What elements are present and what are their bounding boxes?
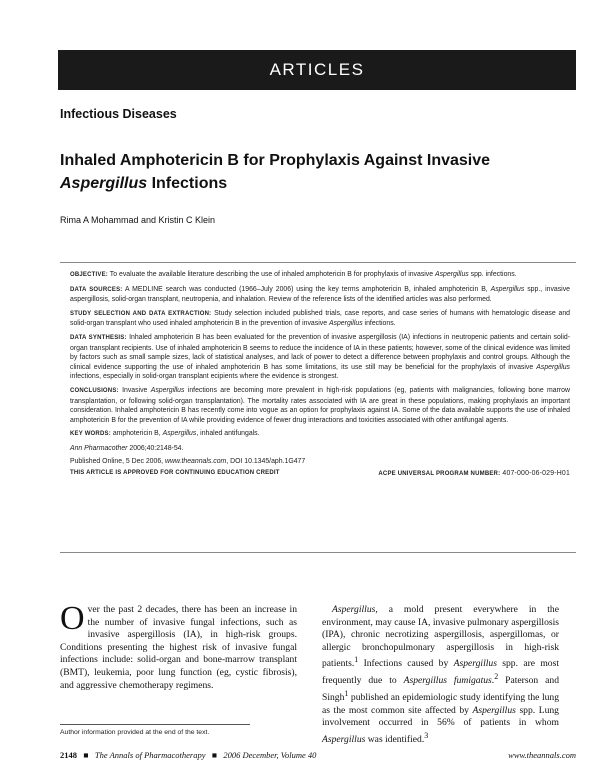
ce-credit-row — [70, 469, 570, 480]
synthesis-end: infections, especially in solid-organ transplant ecipients where the evidence is strongest. — [70, 373, 339, 381]
right-text-1: , a mold present everywhere in the environment, may cause IA, invasive pulmonary aspergillosis (IPA), chronic necrotizing aspergillosis, aspergillomas, or allergic bronchopulmonary aspergillosis in high-risk patients. — [322, 604, 559, 670]
sources-label: DATA SOURCES: — [70, 286, 123, 293]
abstract-conclusions — [70, 386, 570, 425]
right-text-8: was identified. — [365, 734, 425, 746]
right-italic-3: Aspergillus fumigatus — [403, 675, 492, 687]
title-genus: Aspergillus — [60, 175, 148, 192]
title-line-2-rest: Infections — [147, 175, 228, 192]
citation-text: 2006;40:2148-54. — [127, 444, 184, 452]
title-line-1: Inhaled Amphotericin B for Prophylaxis Against Invasive — [60, 152, 491, 169]
abstract-data-synthesis — [70, 333, 570, 382]
ce-approval: THIS ARTICLE IS APPROVED FOR CONTINUING EDUCATION CREDIT — [70, 470, 280, 477]
ref-1b: 1 — [344, 688, 349, 698]
title-line-2 — [60, 172, 560, 195]
synthesis-italic: Aspergillus — [536, 363, 570, 371]
conclusions-text: infections are becoming more prevalent in high-risk populations (eg, patients with malignancies, following bone marrow transplantation, or following solid-organ transplantation). The mortality rates associated with IA are great in these populations, making prophylaxis an important consideration. Inhaled amphotericin B has recently come into vogue as an option for prophylaxis against IA. Some of the data available supports the use of inhaled amphotericin B for the prevention of IA while providing evidence of fewer drug interactions and toxicities associated with other antifungal agents. — [70, 386, 570, 424]
body-column-left — [60, 600, 297, 692]
right-text-3: spp. are most frequently due to — [322, 658, 560, 687]
objective-italic: Aspergillus — [435, 271, 469, 278]
sources-italic: Aspergillus — [490, 285, 525, 293]
intro-paragraph: ver the past 2 decades, there has been an increase in the number of invasive fungal infections, such as invasive aspergillosis (IA), in high-risk groups. Conditions presenting the highest risk of invasive fungal infections include: solid-organ and bone-marrow transplant (BMT), leukemia, poor lung function (eg, cystic fibrosis), and aggressive chemotherapy regimens. — [60, 604, 297, 691]
published-pre: Published Online, 5 Dec 2006, — [70, 457, 165, 465]
synthesis-label: DATA SYNTHESIS: — [70, 334, 127, 341]
synthesis-text: Inhaled amphotericin B has been evaluated for the prevention of invasive aspergillosis (IA) infections in neutropenic patients and certain solid-organ transplant recipients. Use of inhaled amphotericin B seems to reduce the incidence of IA in these patients; however, some of the clinical evidence was limited by factors such as small sample sizes, lack of statistical analyses, and lack of power to detect a difference between prophylaxis and control groups. Although the clinical evidence supporting the use of inhaled amphotericin B has some limitations, its use still may be beneficial for the prophylaxis of invasive — [70, 333, 571, 371]
abstract-data-sources — [70, 285, 570, 305]
right-text-4: . — [491, 675, 495, 687]
objective-text: To evaluate the available literature describing the use of inhaled amphotericin B for prophylaxis of invasive — [108, 271, 436, 278]
published-online — [70, 457, 570, 467]
objective-end: spp. infections. — [468, 271, 517, 278]
abstract-top-rule — [60, 262, 576, 263]
citation-journal: Ann Pharmacother — [70, 444, 128, 452]
selection-end: infections. — [362, 320, 396, 328]
right-text-2: Infections caused by — [358, 658, 454, 670]
footer-left — [60, 750, 316, 760]
footnote: Author information provided at the end of the text. — [60, 729, 210, 736]
footnote-rule — [60, 724, 250, 725]
keywords-italic: Aspergillus — [162, 430, 197, 438]
section-heading: Infectious Diseases — [60, 107, 177, 121]
abstract-objective — [70, 270, 570, 281]
authors: Rima A Mohammad and Kristin C Klein — [60, 215, 216, 225]
conclusions-pre: Invasive — [118, 386, 151, 394]
journal-name: The Annals of Pharmacotherapy — [94, 750, 206, 760]
ref-3: 3 — [424, 730, 429, 740]
drop-cap: O — [60, 600, 85, 637]
right-text-7: spp. Lung involvement occurred in 56% of patients in whom — [322, 704, 559, 729]
published-url-link[interactable]: www.theannals.com — [165, 457, 227, 465]
abstract-bottom-rule — [60, 552, 576, 553]
right-italic-5: Aspergillus — [322, 734, 366, 746]
right-italic-1: Aspergillus — [332, 604, 376, 615]
body-column-right — [322, 604, 559, 747]
sources-text: A MEDLINE search was conducted (1966–July 2006) using the key terms amphotericin B, inhaled amphotericin B, — [122, 285, 491, 293]
selection-label: STUDY SELECTION AND DATA EXTRACTION: — [70, 310, 212, 317]
issue-info: 2006 December, Volume 40 — [223, 750, 317, 760]
conclusions-italic: Aspergillus — [150, 386, 185, 394]
objective-label: OBJECTIVE: — [70, 272, 109, 278]
footer-separator-1: ■ — [79, 750, 93, 760]
right-italic-2: Aspergillus — [453, 658, 497, 670]
sources-end: spp., invasive aspergillosis, solid-organ transplant, neutropenia, and inhalation. Review of the reference lists of the identified articles was also performed. — [70, 285, 570, 304]
keywords-pre: amphotericin B, — [110, 430, 163, 438]
selection-italic: Aspergillus — [328, 320, 363, 328]
ce-program-label: ACPE UNIVERSAL PROGRAM NUMBER: — [378, 471, 501, 478]
section-banner: ARTICLES — [58, 50, 576, 90]
selection-text: Study selection included published trials, case reports, and case series of humans with hematologic disease and solid-organ transplant who used inhaled amphotericin B in the prevention of invasive — [70, 309, 570, 328]
abstract-study-selection — [70, 309, 570, 329]
keywords-end: , inhaled antifungals. — [196, 430, 260, 438]
abstract-keywords — [70, 429, 570, 440]
right-text-5: Paterson and Singh — [322, 675, 559, 704]
ref-2: 2 — [494, 672, 499, 682]
ce-program — [378, 469, 570, 480]
page-number: 2148 — [60, 750, 77, 760]
published-doi: , DOI 10.1345/aph.1G477 — [226, 457, 306, 465]
abstract — [70, 270, 570, 480]
footer-url-link[interactable]: www.theannals.com — [508, 750, 576, 760]
page-footer — [60, 750, 576, 760]
ce-program-number: 407-000-06-029-H01 — [500, 470, 570, 478]
citation — [70, 444, 570, 454]
conclusions-label: CONCLUSIONS: — [70, 387, 119, 394]
keywords-label: KEY WORDS: — [70, 431, 111, 438]
right-text-6: published an epidemiologic study identifying the lung as the most common site affected by — [322, 692, 559, 716]
article-title — [60, 149, 560, 195]
right-italic-4: Aspergillus — [472, 704, 516, 716]
ref-1: 1 — [354, 655, 359, 665]
footer-separator-2: ■ — [207, 750, 222, 760]
